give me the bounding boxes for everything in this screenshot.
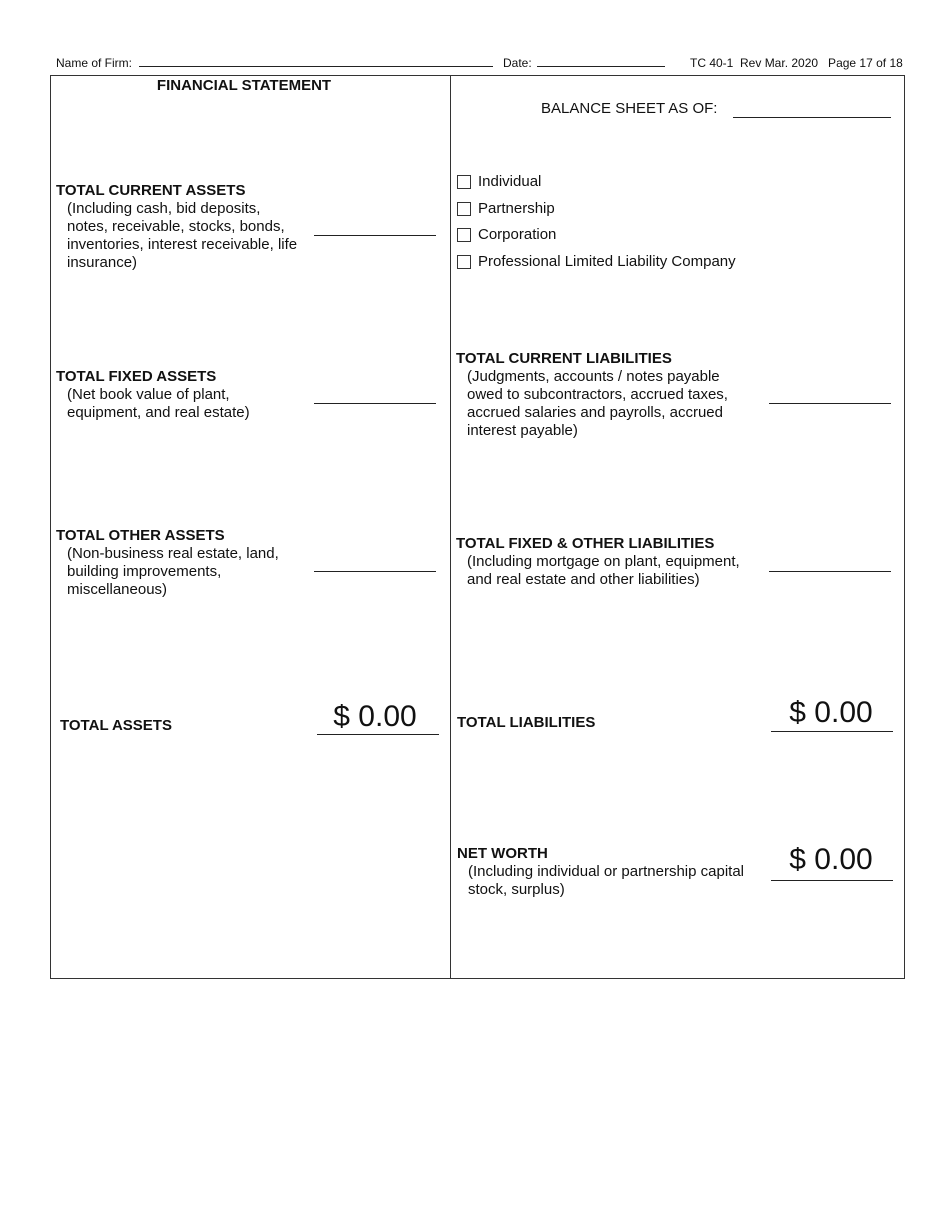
current-liabilities-desc-4: interest payable) [467,422,578,439]
current-liabilities-desc-2: owed to subcontractors, accrued taxes, [467,386,728,403]
pllc-checkbox[interactable] [457,255,471,269]
current-assets-desc-2: notes, receivable, stocks, bonds, [67,218,285,235]
other-assets-section [56,527,311,599]
corporation-label: Corporation [478,226,557,243]
fixed-other-liabilities-field[interactable] [769,571,891,572]
total-liabilities-label: TOTAL LIABILITIES [457,714,596,731]
current-liabilities-field[interactable] [769,403,891,404]
total-assets-value: $ 0.00 [333,700,417,733]
net-worth-desc-2: stock, surplus) [468,881,565,898]
partnership-label: Partnership [478,200,555,217]
entity-corporation[interactable] [457,226,556,243]
total-assets-label: TOTAL ASSETS [60,717,172,734]
net-worth-section [457,845,762,899]
fixed-other-liabilities-desc-1: (Including mortgage on plant, equipment, [467,553,740,570]
current-assets-desc-3: inventories, interest receivable, life [67,236,298,253]
name-of-firm-label: Name of Firm: [56,56,133,70]
current-assets-heading: TOTAL CURRENT ASSETS [56,182,246,199]
fixed-assets-field[interactable] [314,403,436,404]
date-field[interactable] [537,66,665,67]
current-liabilities-heading: TOTAL CURRENT LIABILITIES [456,350,672,367]
fixed-other-liabilities-desc-2: and real estate and other liabilities) [467,571,700,588]
entity-pllc[interactable] [457,253,736,270]
entity-individual[interactable] [457,173,541,190]
current-liabilities-section [456,350,756,440]
fixed-assets-desc-1: (Net book value of plant, [67,386,230,403]
current-assets-field[interactable] [314,235,436,236]
fixed-other-liabilities-section [456,535,756,589]
other-assets-desc-3: miscellaneous) [67,581,168,598]
net-worth-value: $ 0.00 [789,843,873,876]
current-assets-desc-4: insurance) [67,254,138,271]
net-worth-desc-1: (Including individual or partnership capital [468,863,744,880]
individual-checkbox[interactable] [457,175,471,189]
current-liabilities-desc-1: (Judgments, accounts / notes payable [467,368,720,385]
current-assets-section [56,182,311,272]
other-assets-field[interactable] [314,571,436,572]
fixed-assets-desc-2: equipment, and real estate) [67,404,250,421]
total-liabilities-underline [771,731,893,732]
other-assets-desc-1: (Non-business real estate, land, [67,545,279,562]
current-liabilities-desc-3: accrued salaries and payrolls, accrued [467,404,723,421]
individual-label: Individual [478,173,542,190]
total-liabilities-value: $ 0.00 [789,696,873,729]
fixed-other-liabilities-heading: TOTAL FIXED & OTHER LIABILITIES [456,535,715,552]
financial-statement-title: FINANCIAL STATEMENT [156,77,332,94]
net-worth-underline [771,880,893,881]
balance-sheet-date-field[interactable] [733,117,891,118]
partnership-checkbox[interactable] [457,202,471,216]
entity-partnership[interactable] [457,200,555,217]
name-of-firm-field[interactable] [139,66,493,67]
column-divider [450,75,451,979]
fixed-assets-section [56,368,311,422]
current-assets-desc-1: (Including cash, bid deposits, [67,200,261,217]
total-assets-underline [317,734,439,735]
fixed-assets-heading: TOTAL FIXED ASSETS [56,368,217,385]
other-assets-heading: TOTAL OTHER ASSETS [56,527,225,544]
net-worth-heading: NET WORTH [457,845,548,862]
date-label: Date: [503,56,532,70]
balance-sheet-label: BALANCE SHEET AS OF: [541,100,718,117]
form-id: TC 40-1 Rev Mar. 2020 Page 17 of 18 [690,56,903,70]
other-assets-desc-2: building improvements, [67,563,222,580]
corporation-checkbox[interactable] [457,228,471,242]
pllc-label: Professional Limited Liability Company [478,253,736,270]
